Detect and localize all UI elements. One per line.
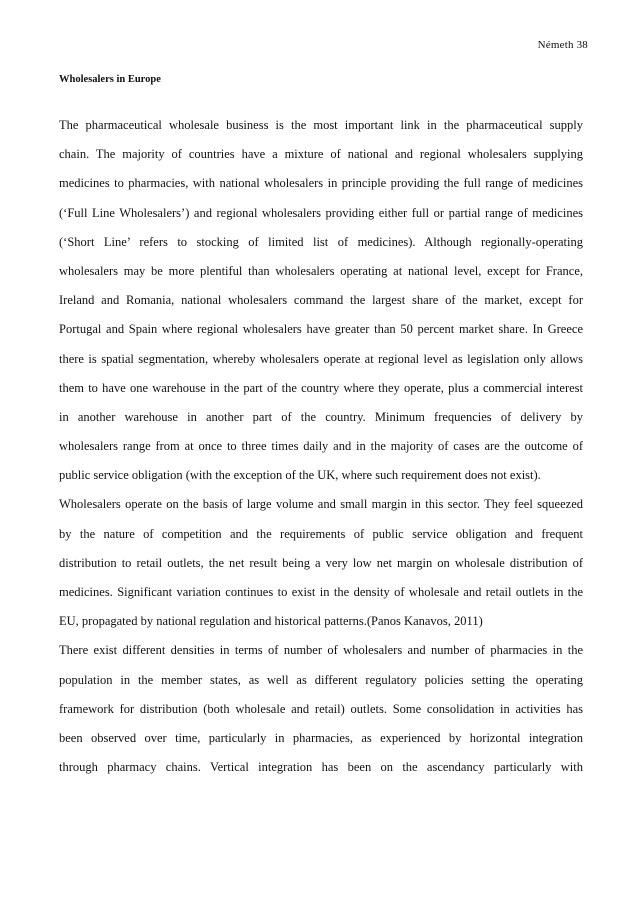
text-line: been observed over time, particularly in pharmacies, as experienced by horizontal integration: [59, 730, 583, 745]
text-line: in another warehouse in another part of the country. Minimum frequencies of delivery by: [59, 409, 583, 424]
text-line: distribution to retail outlets, the net result being a very low net margin on wholesale distribution of: [59, 555, 583, 570]
page-header: Németh 38: [537, 39, 588, 51]
text-line: through pharmacy chains. Vertical integration has been on the ascendancy particularly with: [59, 760, 583, 775]
text-line: There exist different densities in terms of number of wholesalers and number of pharmacies in the: [59, 643, 583, 658]
text-line: (‘Short Line’ refers to stocking of limited list of medicines). Although regionally-operating: [59, 234, 583, 249]
text-line: wholesalers may be more plentiful than wholesalers operating at national level, except for France,: [59, 263, 583, 278]
body-text: [59, 111, 583, 782]
text-line: The pharmaceutical wholesale business is the most important link in the pharmaceutical supply: [59, 118, 583, 132]
text-line: chain. The majority of countries have a mixture of national and regional wholesalers supplying: [59, 147, 583, 162]
text-line: them to have one warehouse in the part of the country where they operate, plus a commercial interest: [59, 380, 583, 395]
text-line: medicines to pharmacies, with national wholesalers in principle providing the full range of medicines: [59, 176, 583, 191]
text-line: by the nature of competition and the requirements of public service obligation and frequent: [59, 526, 583, 541]
text-line: Ireland and Romania, national wholesalers command the largest share of the market, except for: [59, 293, 583, 308]
text-line: public service obligation (with the exception of the UK, where such requirement does not exist).: [59, 468, 541, 483]
text-line: there is spatial segmentation, whereby wholesalers operate at regional level as legislation only allows: [59, 351, 583, 366]
text-line: (‘Full Line Wholesalers’) and regional wholesalers providing either full or partial range of medicines: [59, 205, 583, 220]
section-heading: Wholesalers in Europe: [59, 74, 161, 85]
text-line: wholesalers range from at once to three times daily and in the majority of cases are the outcome of: [59, 439, 583, 454]
text-line: EU, propagated by national regulation and historical patterns.(Panos Kanavos, 2011): [59, 614, 483, 629]
text-line: Wholesalers operate on the basis of large volume and small margin in this sector. They feel squeezed: [59, 497, 583, 512]
text-line: framework for distribution (both wholesale and retail) outlets. Some consolidation in activities has: [59, 701, 583, 716]
text-line: medicines. Significant variation continues to exist in the density of wholesale and retail outlets in the: [59, 585, 583, 599]
text-line: Portugal and Spain where regional wholesalers have greater than 50 percent market share. In Greece: [59, 322, 583, 337]
text-line: population in the member states, as well as different regulatory policies setting the operating: [59, 672, 583, 687]
